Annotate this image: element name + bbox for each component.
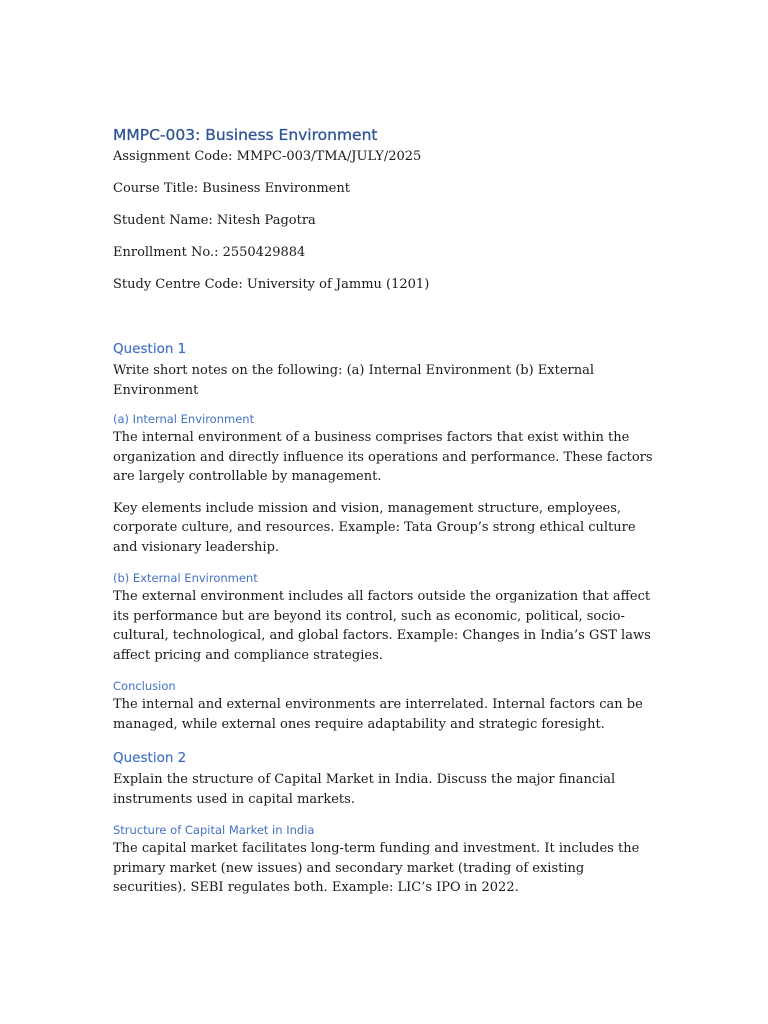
assignment-code: Assignment Code: MMPC-003/TMA/JULY/2025 (113, 149, 422, 164)
study-centre-code: Study Centre Code: University of Jammu (1201) (113, 277, 430, 292)
student-name: Student Name: Nitesh Pagotra (113, 213, 316, 228)
question-1-heading: Question 1 (113, 341, 187, 357)
document-title: MMPC-003: Business Environment (113, 126, 378, 144)
internal-environment-paragraph-2: Key elements include mission and vision, management structure, employees, corporate culture, and resources. Example: Tata Group’s strong ethical culture and visionary leadership. (113, 500, 636, 555)
external-environment-heading: (b) External Environment (113, 571, 258, 585)
document-body (113, 124, 658, 898)
capital-market-structure-paragraph: The capital market facilitates long-term funding and investment. It includes the primary market (new issues) and secondary market (trading of existing securities). SEBI regulates both. Example: LIC’s IPO in 2022. (113, 841, 640, 895)
question-2-section (113, 748, 658, 898)
internal-environment-heading: (a) Internal Environment (113, 412, 255, 426)
course-title: Course Title: Business Environment (113, 181, 350, 196)
external-environment-paragraph-1: The external environment includes all factors outside the organization that affect its performance but are beyond its control, such as economic, political, socio-cultural, technological, and global factors. Example: Changes in India’s GST laws affect pricing and compliance strategies. (113, 589, 651, 663)
question-2-heading: Question 2 (113, 750, 187, 766)
conclusion-paragraph: The internal and external environments are interrelated. Internal factors can be managed, while external ones require adaptability and strategic foresight. (113, 697, 643, 732)
enrollment-number: Enrollment No.: 2550429884 (113, 245, 306, 260)
question-1-section (113, 339, 658, 734)
question-1-prompt: Write short notes on the following: (a) Internal Environment (b) External Environment (113, 363, 595, 398)
question-2-prompt: Explain the structure of Capital Market in India. Discuss the major financial instruments used in capital markets. (113, 772, 616, 807)
conclusion-heading: Conclusion (113, 679, 176, 693)
internal-environment-paragraph-1: The internal environment of a business comprises factors that exist within the organization and directly influence its operations and performance. These factors are largely controllable by management. (113, 430, 653, 484)
capital-market-structure-heading: Structure of Capital Market in India (113, 823, 315, 837)
